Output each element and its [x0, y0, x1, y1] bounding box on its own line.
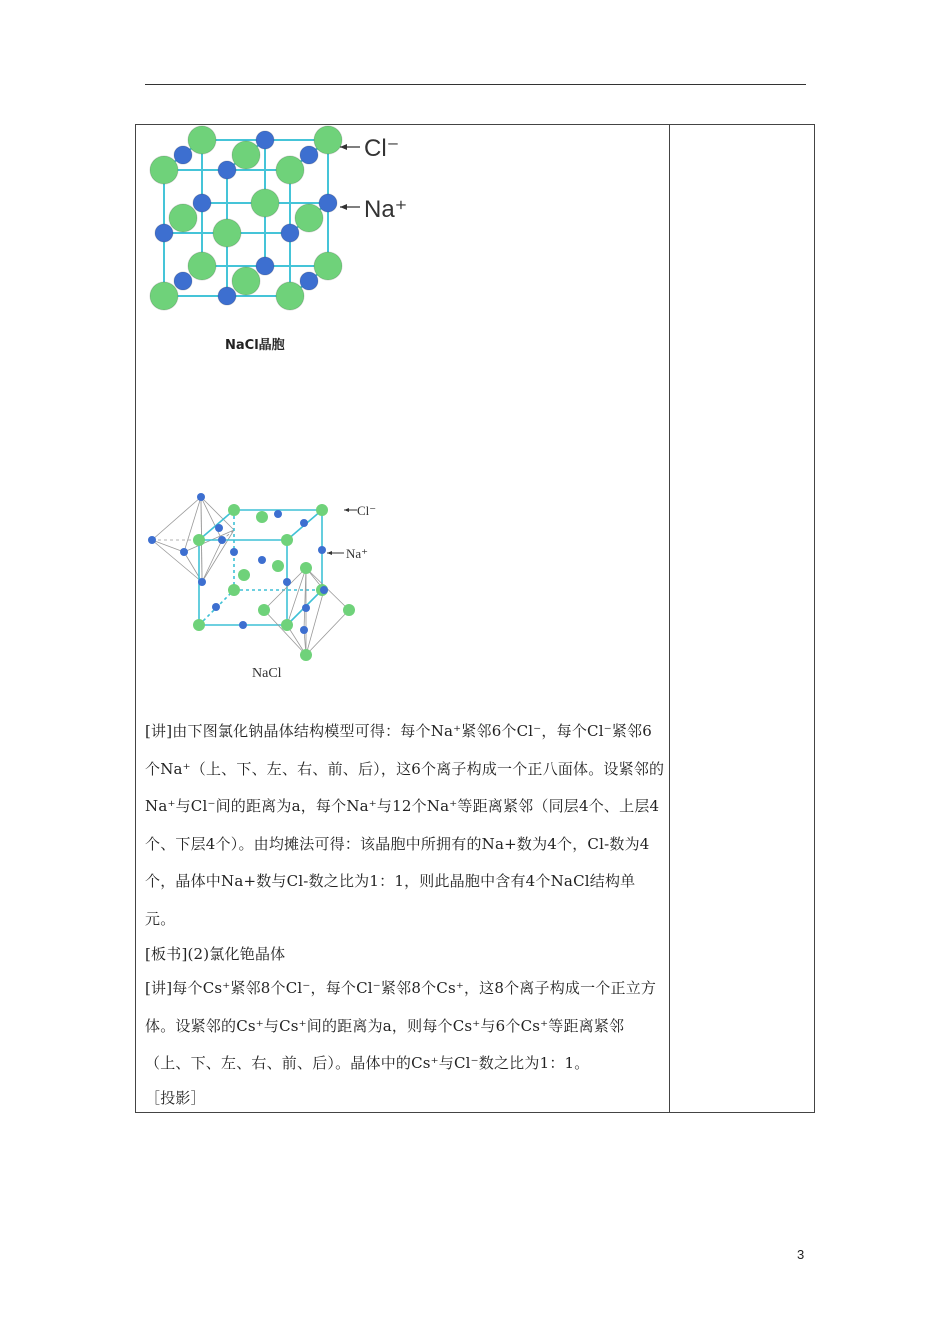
cl-ion	[232, 267, 260, 295]
na-ion	[256, 131, 274, 149]
na-ion	[320, 586, 328, 594]
na-ion	[193, 194, 211, 212]
cl-ion	[150, 282, 178, 310]
na-ion	[283, 578, 291, 586]
cl-ion	[281, 534, 293, 546]
na-ion	[319, 194, 337, 212]
na-ion	[302, 604, 310, 612]
na-ion	[174, 146, 192, 164]
cl-ion	[258, 604, 270, 616]
na-ion	[281, 224, 299, 242]
cl-label: Cl⁻	[364, 135, 400, 162]
na-label-2: Na⁺	[346, 546, 369, 561]
na-ion	[197, 493, 205, 501]
na-ion	[230, 548, 238, 556]
paragraph-nacl-explanation: [讲]由下图氯化钠晶体结构模型可得：每个Na⁺紧邻6个Cl⁻，每个Cl⁻紧邻6个Na⁺（上、下、左、右、前、后），这6个离子构成一个正八面体。设紧邻的Na⁺与Cl⁻间的距离为a，每个Na⁺与12个Na⁺等距离紧邻（同层4个、上层4个、下层4个）。由均摊法可得：该晶胞中所拥有的Na+数为4个，Cl-数为4个，晶体中Na+数与Cl-数之比为1：1，则此晶胞中含有4个NaCl结构单元。	[145, 722, 665, 928]
nacl-unit-cell-figure	[144, 125, 444, 320]
lesson-table	[135, 124, 815, 1113]
na-ion	[212, 603, 220, 611]
na-ion	[300, 519, 308, 527]
cl-ion	[343, 604, 355, 616]
na-ion	[218, 287, 236, 305]
cl-ion	[169, 204, 197, 232]
na-ion	[300, 626, 308, 634]
paragraph-board-cscl: [板书](2)氯化铯晶体	[145, 945, 286, 963]
cl-ion	[228, 584, 240, 596]
cl-ion	[251, 189, 279, 217]
na-label: Na⁺	[364, 196, 408, 223]
cl-ion	[281, 619, 293, 631]
cl-label-2: Cl⁻	[357, 503, 377, 518]
na-ion	[239, 621, 247, 629]
paragraph-cscl-explanation: [讲]每个Cs⁺紧邻8个Cl⁻，每个Cl⁻紧邻8个Cs⁺，这8个离子构成一个正立方体。设紧邻的Cs⁺与Cs⁺间的距离为a，则每个Cs⁺与6个Cs⁺等距离紧邻（上、下、左、右、前、后）。晶体中的Cs⁺与Cl⁻数之比为1：1。	[145, 979, 657, 1072]
cl-ion	[188, 126, 216, 154]
cl-ion	[193, 534, 205, 546]
na-ion	[198, 578, 206, 586]
na-ion	[256, 257, 274, 275]
cl-ion	[316, 504, 328, 516]
na-ion	[300, 146, 318, 164]
nacl-octahedron-figure	[144, 490, 384, 670]
cl-ion	[256, 511, 268, 523]
na-ion	[258, 556, 266, 564]
cl-ion	[314, 126, 342, 154]
cl-ion	[188, 252, 216, 280]
na-ion	[218, 536, 226, 544]
lesson-text	[145, 713, 665, 1113]
na-ion	[155, 224, 173, 242]
cl-ion	[295, 204, 323, 232]
cl-ion	[300, 649, 312, 661]
cl-ion	[232, 141, 260, 169]
na-ion	[318, 546, 326, 554]
page-number: 3	[797, 1247, 805, 1262]
cl-ion	[238, 569, 250, 581]
cl-ion	[272, 560, 284, 572]
na-ion	[180, 548, 188, 556]
cl-ion	[276, 282, 304, 310]
na-ion	[300, 272, 318, 290]
na-ion	[274, 510, 282, 518]
na-ion	[215, 524, 223, 532]
na-ion	[174, 272, 192, 290]
header-rule	[145, 84, 806, 85]
cl-ion	[150, 156, 178, 184]
cl-ion	[193, 619, 205, 631]
cl-ion	[300, 562, 312, 574]
paragraph-projection: ［投影］	[145, 1088, 206, 1107]
cl-ion	[213, 219, 241, 247]
cl-ion	[276, 156, 304, 184]
cl-ion	[314, 252, 342, 280]
na-ion	[148, 536, 156, 544]
cl-ion	[228, 504, 240, 516]
na-ion	[218, 161, 236, 179]
column-divider	[669, 125, 670, 1112]
figure2-caption: NaCl	[252, 666, 282, 681]
figure1-caption: NaCl晶胞	[225, 338, 285, 353]
